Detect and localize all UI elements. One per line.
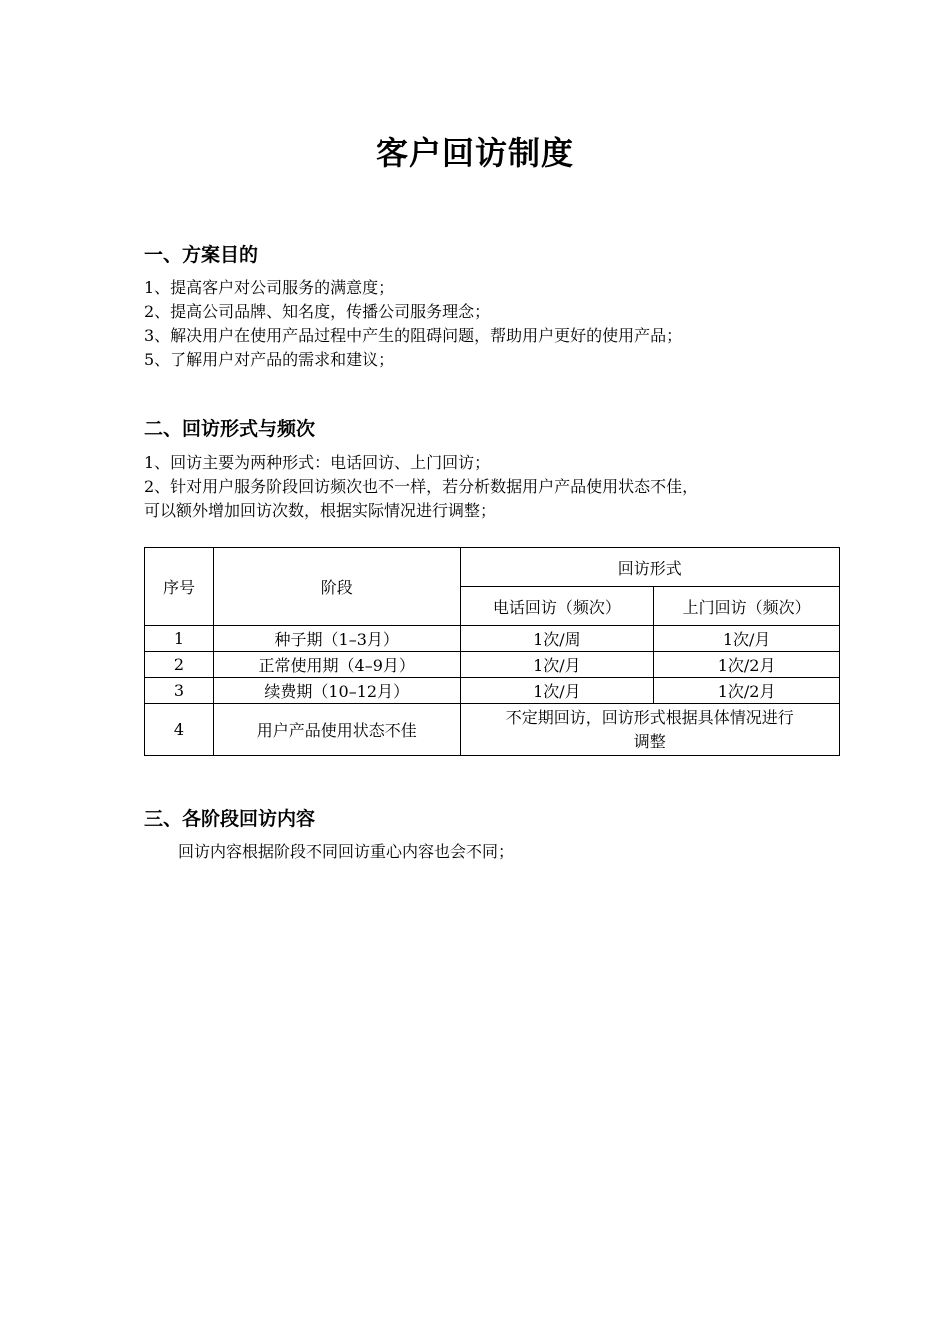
cell-no: 3 [145,678,214,704]
cell-phone: 1次/月 [460,652,654,678]
section-3-heading: 三、各阶段回访内容 [144,808,316,830]
header-form: 回访形式 [460,548,839,587]
visit-frequency-table [144,547,840,756]
cell-merged-form [460,704,839,756]
cell-stage: 用户产品使用状态不佳 [213,704,460,756]
cell-no: 1 [145,626,214,652]
section-1-item: 5、了解用户对产品的需求和建议； [144,350,395,369]
document-title: 客户回访制度 [375,134,574,172]
section-1-heading: 一、方案目的 [144,244,259,266]
cell-phone: 1次/周 [460,626,654,652]
table-row [145,704,840,756]
table-row [145,626,840,652]
header-phone: 电话回访（频次） [460,587,654,626]
header-no: 序号 [145,548,214,626]
section-2-item: 1、回访主要为两种形式：电话回访、上门回访； [144,453,491,472]
section-2-list [144,451,698,523]
cell-onsite: 1次/2月 [654,678,840,704]
section-3-body [144,840,514,864]
section-2-item: 可以额外增加回访次数，根据实际情况进行调整； [144,501,497,520]
merged-line: 调整 [633,731,666,751]
cell-stage: 种子期（1–3月） [213,626,460,652]
section-1-list [144,276,682,372]
header-stage: 阶段 [213,548,460,626]
cell-no: 2 [145,652,214,678]
cell-onsite: 1次/2月 [654,652,840,678]
section-3-text: 回访内容根据阶段不同回访重心内容也会不同； [178,842,515,861]
section-2-heading: 二、回访形式与频次 [144,418,316,440]
cell-onsite: 1次/月 [654,626,840,652]
table-header-row [145,548,840,587]
cell-stage: 续费期（10–12月） [213,678,460,704]
section-2-item: 2、针对用户服务阶段回访频次也不一样，若分析数据用户产品使用状态不佳， [144,477,699,496]
table-row [145,652,840,678]
cell-phone: 1次/月 [460,678,654,704]
section-1-item: 1、提高客户对公司服务的满意度； [144,278,395,297]
section-1-item: 3、解决用户在使用产品过程中产生的阻碍问题，帮助用户更好的使用产品； [144,326,683,345]
merged-line: 不定期回访，回访形式根据具体情况进行 [505,707,794,727]
section-1-item: 2、提高公司品牌、知名度，传播公司服务理念； [144,302,491,321]
cell-no: 4 [145,704,214,756]
cell-stage: 正常使用期（4–9月） [213,652,460,678]
table-row [145,678,840,704]
header-onsite: 上门回访（频次） [654,587,840,626]
